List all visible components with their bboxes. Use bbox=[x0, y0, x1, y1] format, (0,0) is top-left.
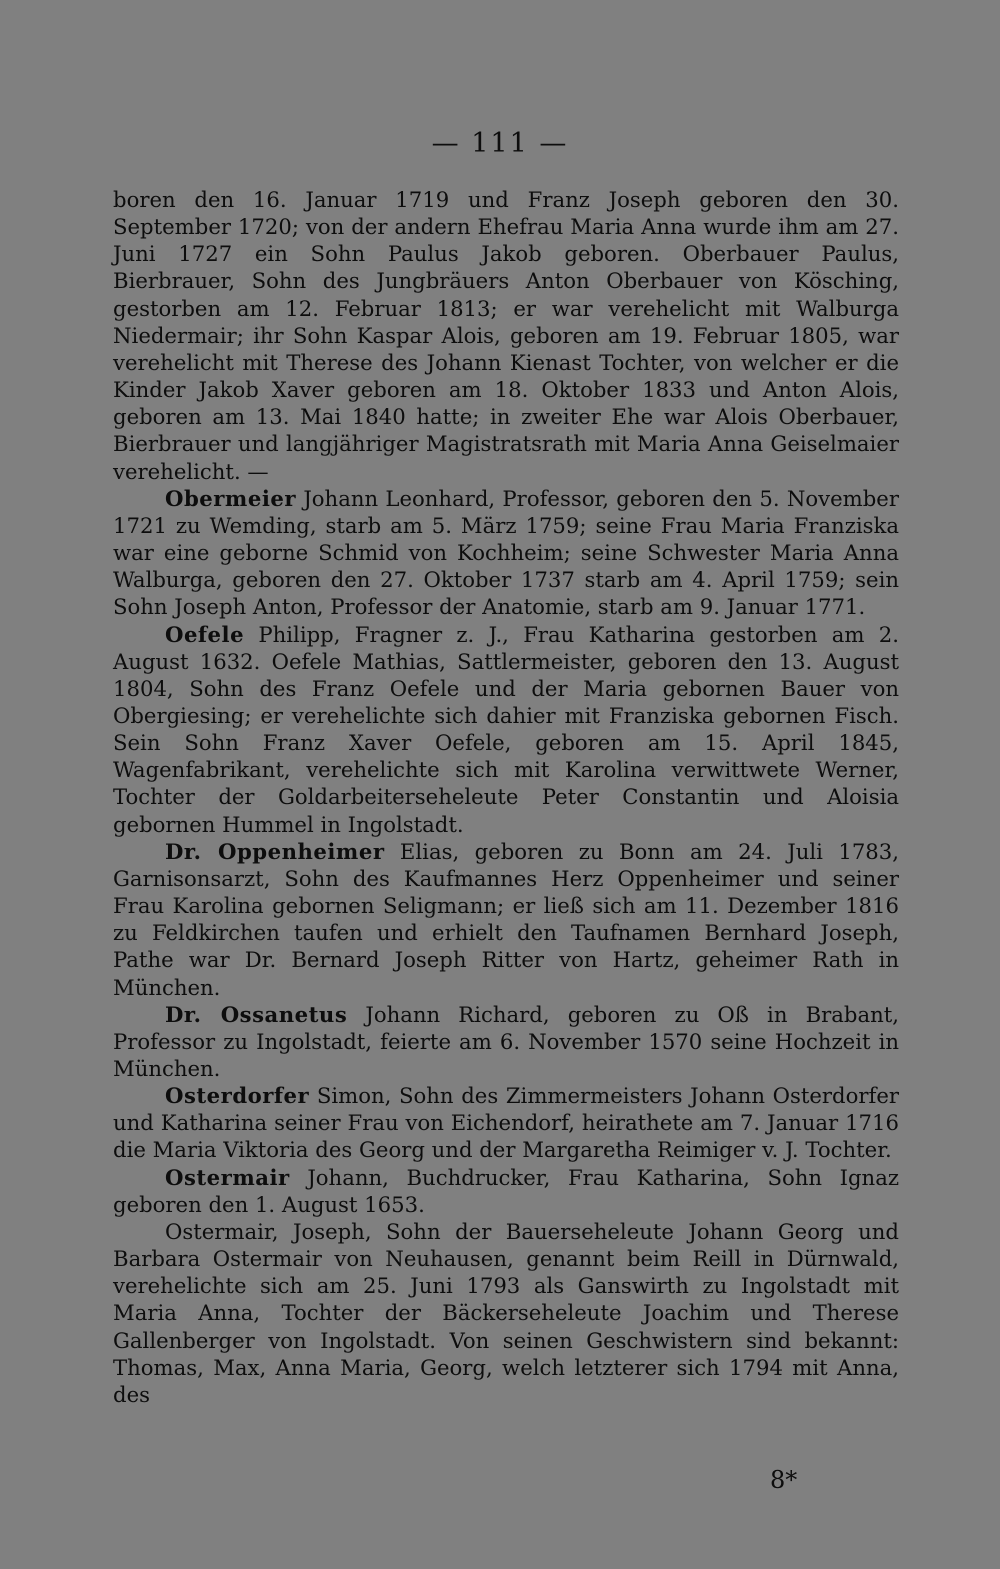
entry-headword: Osterdorfer bbox=[165, 1083, 310, 1109]
entry-text: Johann, Buchdrucker, Frau Katharina, Sohn Ignaz geboren den 1. August 1653. bbox=[113, 1164, 899, 1217]
entry-headword: Dr. Oppenheimer bbox=[165, 838, 385, 864]
entry-text: Johann Richard, geboren zu Oß in Brabant, Professor zu Ingolstadt, feierte am 6. November 1570 seine Hochzeit in München. bbox=[113, 1001, 899, 1081]
entry-text: Ostermair, Joseph, Sohn der Bauerseheleute Johann Georg und Barbara Ostermair von Neuhausen, genannt beim Reill in Dürnwald, verehelichte sich am 25. Juni 1793 als Ganswirth zu Ingolstadt mit Maria Anna, Tochter der Bäckerseheleute Joachim und Therese Gallenberger von Ingolstadt. Von seinen Geschwistern sind bekannt: Thomas, Max, Anna Maria, Georg, welch letzterer sich 1794 mit Anna, des bbox=[113, 1218, 899, 1407]
page-number: — 111 — bbox=[431, 128, 569, 159]
entry-ostermair-joseph bbox=[113, 1218, 899, 1408]
entry-headword: Ostermair bbox=[165, 1164, 290, 1190]
signature-mark: 8* bbox=[770, 1466, 798, 1494]
entry-text: Elias, geboren zu Bonn am 24. Juli 1783, Garnisonsarzt, Sohn des Kaufmannes Herz Oppenheimer und seiner Frau Karolina gebornen Seligmann; er ließ sich am 11. Dezember 1816 zu Feldkirchen taufen und erhielt den Taufnamen Bernhard Joseph, Pathe war Dr. Bernard Joseph Ritter von Hartz, geheimer Rath in München. bbox=[113, 838, 900, 1000]
entry-obermeier bbox=[113, 485, 899, 621]
entry-text: Johann Leonhard, Professor, geboren den 5. November 1721 zu Wemding, starb am 5. März 1759; seine Frau Maria Franziska war eine geborne Schmid von Kochheim; seine Schwester Maria Anna Walburga, geboren den 27. Oktober 1737 starb am 4. April 1759; sein Sohn Joseph Anton, Professor der Anatomie, starb am 9. Januar 1771. bbox=[113, 485, 899, 620]
entry-text: Simon, Sohn des Zimmermeisters Johann Osterdorfer und Katharina seiner Frau von Eichendorf, heirathete am 7. Januar 1716 die Maria Viktoria des Georg und der Margaretha Reimiger v. J. Tochter. bbox=[113, 1083, 899, 1163]
entry-headword: Dr. Ossanetus bbox=[165, 1001, 348, 1027]
entry-headword: Oefele bbox=[165, 621, 245, 647]
page-body bbox=[113, 186, 899, 1408]
entry-headword: Obermeier bbox=[165, 485, 297, 511]
paragraph bbox=[113, 186, 899, 485]
entry-oppenheimer bbox=[113, 838, 899, 1001]
entry-osterdorfer bbox=[113, 1082, 899, 1163]
entry-ossanetus bbox=[113, 1001, 899, 1082]
entry-ostermair-johann bbox=[113, 1164, 899, 1218]
paragraph-text: boren den 16. Januar 1719 und Franz Joseph geboren den 30. September 1720; von der andern Ehefrau Maria Anna wurde ihm am 27. Juni 1727 ein Sohn Paulus Jakob geboren. Oberbauer Paulus, Bierbrauer, Sohn des Jungbräuers Anton Oberbauer von Kösching, gestorben am 12. Februar 1813; er war verehelicht mit Walburga Niedermair; ihr Sohn Kaspar Alois, geboren am 19. Februar 1805, war verehelicht mit Therese des Johann Kienast Tochter, von welcher er die Kinder Jakob Xaver geboren am 18. Oktober 1833 und Anton Alois, geboren am 13. Mai 1840 hatte; in zweiter Ehe war Alois Oberbauer, Bierbrauer und langjähriger Magistratsrath mit Maria Anna Geiselmaier verehelicht. — bbox=[113, 187, 899, 484]
entry-oefele bbox=[113, 621, 899, 838]
entry-text: Philipp, Fragner z. J., Frau Katharina gestorben am 2. August 1632. Oefele Mathias, Sattlermeister, geboren den 13. August 1804, Sohn des Franz Oefele und der Maria gebornen Bauer von Obergiesing; er verehelichte sich dahier mit Franziska gebornen Fisch. Sein Sohn Franz Xaver Oefele, geboren am 15. April 1845, Wagenfabrikant, verehelichte sich mit Karolina verwittwete Werner, Tochter der Goldarbeiterseheleute Peter Constantin und Aloisia gebornen Hummel in Ingolstadt. bbox=[113, 621, 899, 837]
